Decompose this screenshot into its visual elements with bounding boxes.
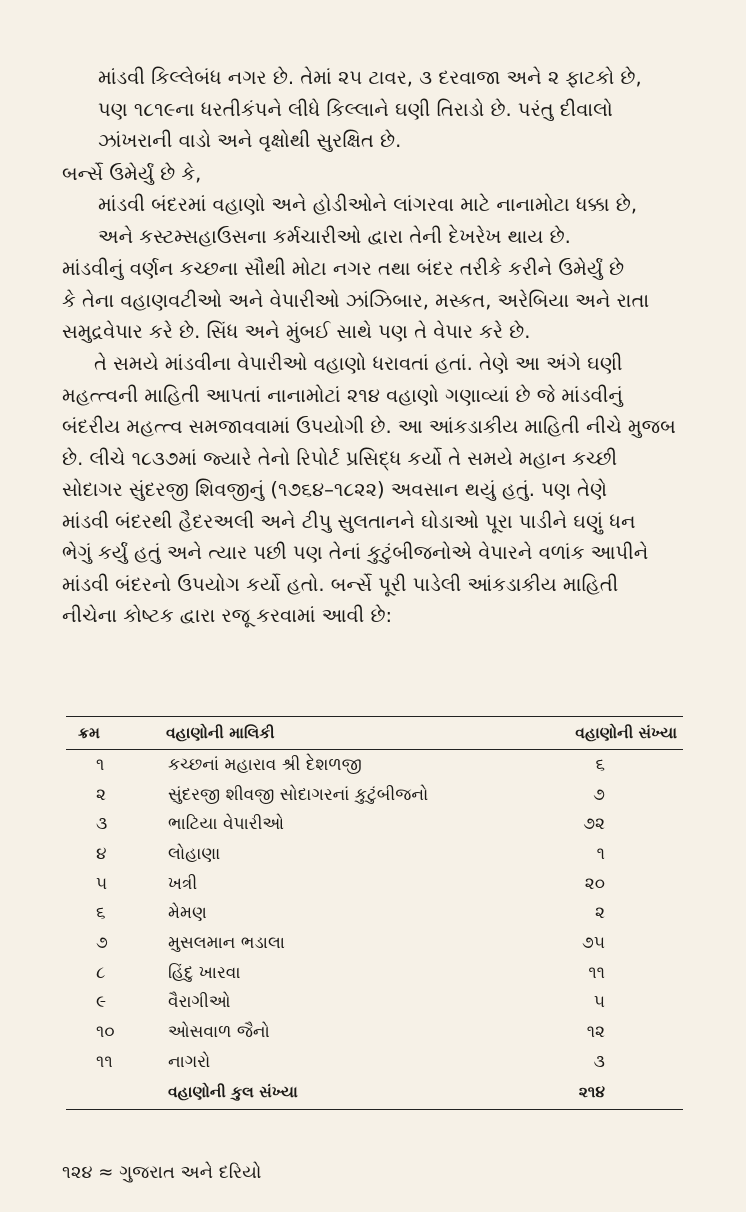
table-row [66,750,683,780]
page-footer: ૧૨૪ ≈ ગુજરાત અને દરિયો [62,1162,262,1183]
row-count: ૧૧ [588,962,605,983]
table-row [66,928,683,958]
ship-ownership-table [66,716,683,1110]
table-row [66,839,683,869]
row-owner: મુસલમાન ભડાલા [168,932,285,953]
text-line: કે તેના વહાણવટીઓ અને વેપારીઓ ઝાંઝિબાર, મસ્કત, અરેબિયા અને રાતા [62,288,650,312]
row-index: ૧૦ [96,1022,115,1043]
row-index: ૬ [96,903,106,924]
row-owner: મેમણ [168,903,207,924]
row-count: ૩ [593,1051,605,1072]
row-count: ૬ [595,754,605,775]
text-line: પણ ૧૮૧૯ના ધરતીકંપને લીધે કિલ્લાને ઘણી તિરાડો છે. પરંતુ દીવાલો [98,97,613,121]
row-index: ૫ [96,873,108,894]
table-row [66,869,683,899]
row-owner: વૈરાગીઓ [168,992,231,1013]
text-line: નીચેના કોષ્ટક દ્વારા રજૂ કરવામાં આવી છે: [62,604,393,627]
row-index: ૮ [96,962,106,983]
table-row [66,898,683,928]
text-line: માંડવી બંદરમાં વહાણો અને હોડીઓને લાંગરવા માટે નાનામોટા ધક્કા છે, [98,193,638,216]
table-row [66,1047,683,1077]
row-index: ૨ [96,784,106,805]
table-total-row [66,1077,683,1110]
text-line: માંડવીનું વર્ણન કચ્છના સૌથી મોટા નગર તથા બંદર તરીકે કરીને ઉમેર્યું છે [62,257,625,280]
row-index: ૪ [96,843,107,864]
row-count: ૨૦ [584,873,605,894]
paragraph-merchants [62,348,690,632]
text-line: ભેગું કર્યું હતું અને ત્યાર પછી પણ તેનાં કુટુંબીજનોએ વેપારને વળાંક આપીને [62,541,649,564]
text-line: માંડવી બંદરનો ઉપયોગ કર્યો હતો. બર્ન્સે પૂરી પાડેલી આંકડાકીય માહિતી [62,572,619,596]
text-line: ઝાંખરાની વાડો અને વૃક્ષોથી સુરક્ષિત છે. [98,129,402,152]
text-line: મહત્ત્વની માહિતી આપતાં નાનામોટાં ૨૧૪ વહાણો ગણાવ્યાં છે જે માંડવીનું [62,383,623,407]
paragraph-mandvi-description [62,253,690,348]
total-spacer [66,1077,160,1110]
row-index: ૧૧ [96,1051,113,1072]
row-index: ૭ [96,932,108,953]
header-count: વહાણોની સંખ્યા [499,717,683,750]
text-line: છે. લીચે ૧૮૩૭માં જ્યારે તેનો રિપોર્ટ પ્રસિદ્ધ કર્યો તે સમયે મહાન કચ્છી [62,446,618,470]
row-owner: કચ્છનાં મહારાવ શ્રી દેશળજી [168,754,362,775]
row-owner: સુંદરજી શીવજી સોદાગરનાં કુટુંબીજનો [168,784,429,805]
table-row [66,958,683,988]
text-line: તે સમયે માંડવીના વેપારીઓ વહાણો ધરાવતાં હતાં. તેણે આ અંગે ઘણી [94,352,623,375]
text-line: માંડવી કિલ્લેબંધ નગર છે. તેમાં ૨૫ ટાવર, ૩ દરવાજા અને ૨ ફાટકો છે, [98,66,642,89]
text-line: સમુદ્રવેપાર કરે છે. સિંધ અને મુંબઈ સાથે પણ તે વેપાર કરે છે. [62,320,531,343]
row-count: ૧ [596,843,605,864]
header-owner: વહાણોની માલિકી [160,717,499,750]
row-index: ૩ [96,814,108,835]
row-owner: નાગરો [168,1051,211,1072]
row-count: ૨ [595,903,605,924]
row-index: ૯ [96,992,107,1013]
header-serial: ક્રમ [66,717,160,750]
total-label: વહાણોની કુલ સંખ્યા [160,1077,499,1110]
table-row [66,780,683,810]
table-row [66,1017,683,1047]
table-header-row [66,717,683,750]
intro-quote [62,62,690,157]
text-line: માંડવી બંદરથી હૈદરઅલી અને ટીપુ સુલતાનને ઘોડાઓ પૂરા પાડીને ઘણું ધન [62,509,636,533]
total-count: ૨૧૪ [499,1077,683,1110]
burnes-added: બર્ન્સે ઉમેર્યું છે કે, [62,162,202,185]
row-owner: લોહાણા [168,843,221,864]
row-count: ૫ [593,992,605,1013]
row-owner: ઓસવાળ જૈનો [168,1022,270,1043]
table-row [66,809,683,839]
table-row [66,988,683,1018]
block-quote [62,189,690,252]
text-line: બંદરીય મહત્ત્વ સમજાવવામાં ઉપયોગી છે. આ આંકડાકીય માહિતી નીચે મુજબ [62,415,676,438]
row-owner: ભાટિયા વેપારીઓ [168,814,285,835]
row-owner: ખત્રી [168,873,198,894]
row-count: ૭ [593,784,605,805]
row-index: ૧ [96,754,105,775]
row-count: ૭૫ [582,932,605,953]
row-owner: હિંદુ ખારવા [168,962,241,983]
row-count: ૭૨ [583,814,605,835]
row-count: ૧૨ [586,1022,605,1043]
text-line: અને કસ્ટમ્સહાઉસના કર્મચારીઓ દ્વારા તેની દેખરેખ થાય છે. [98,224,571,248]
text-line: સોદાગર સુંદરજી શિવજીનું (૧૭૬૪–૧૮૨૨) અવસાન થયું હતું. પણ તેણે [62,478,607,501]
